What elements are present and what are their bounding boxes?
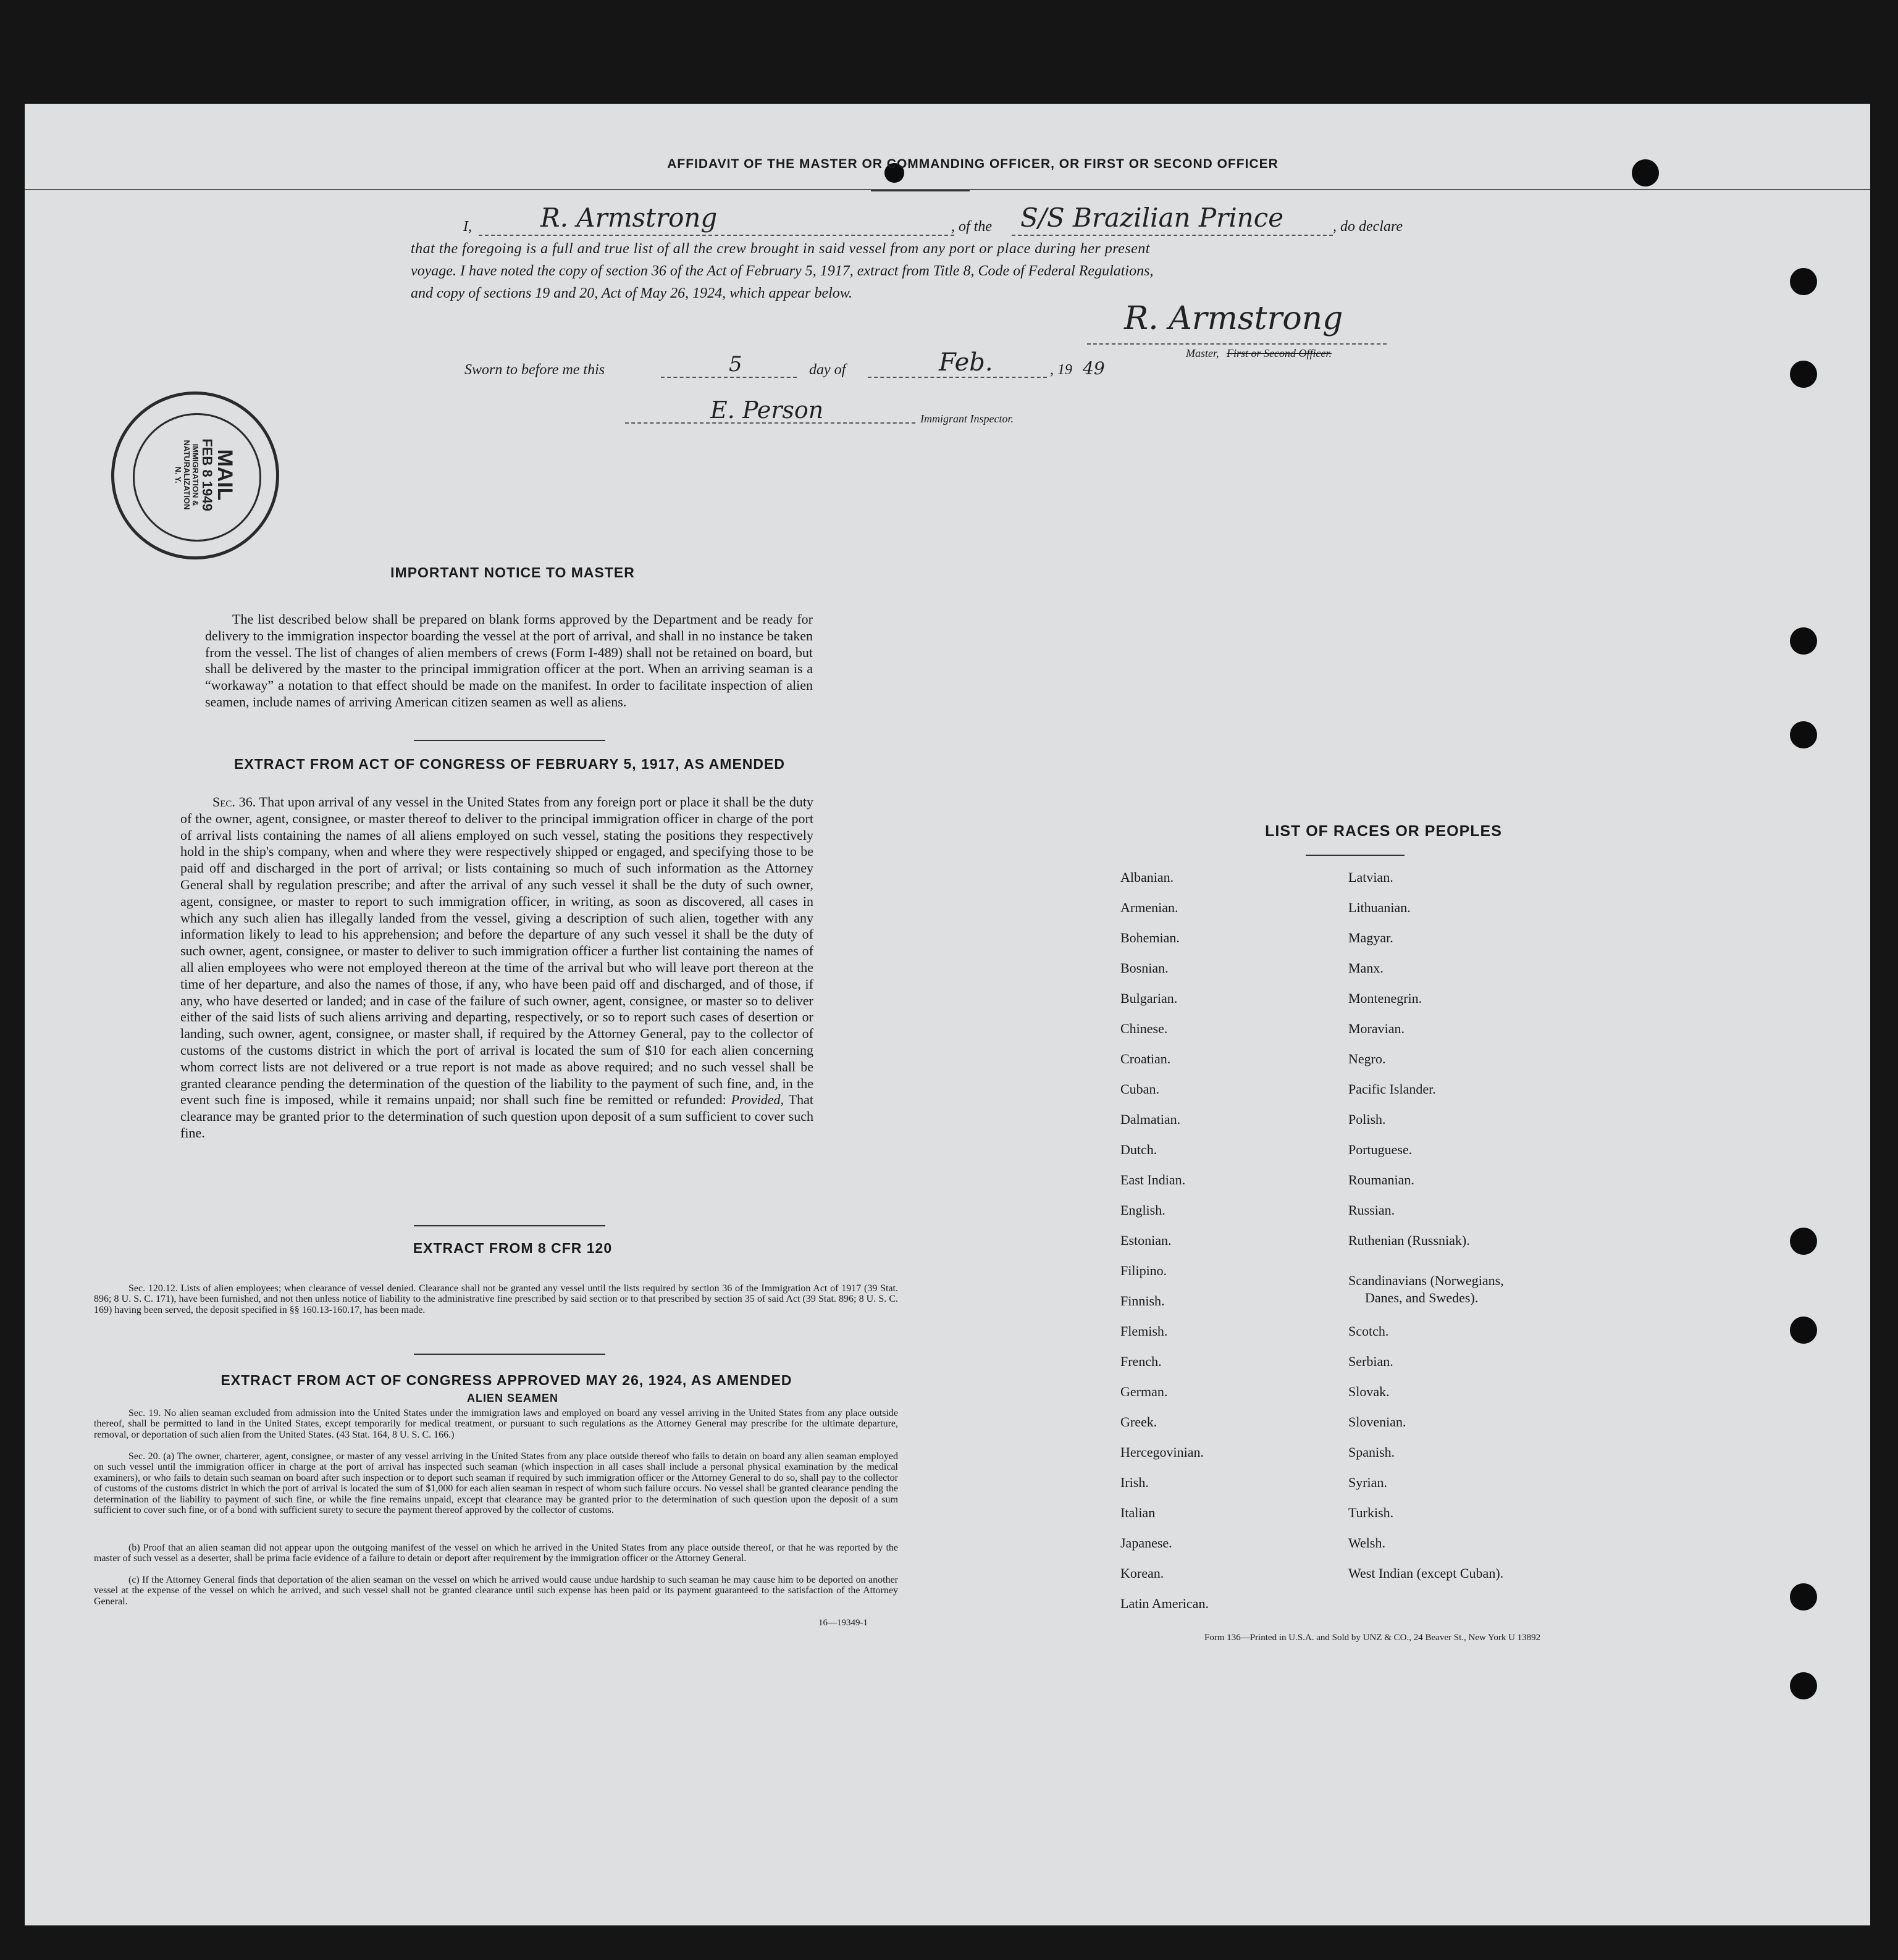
- master-signature: R. Armstrong: [1124, 300, 1343, 337]
- title-underline: [871, 190, 970, 191]
- binder-hole: [1790, 1583, 1817, 1610]
- race-item: Welsh.: [1348, 1535, 1385, 1551]
- vessel-name-line: [1012, 235, 1333, 236]
- extract-cfr-title: EXTRACT FROM 8 CFR 120: [413, 1240, 613, 1256]
- extract-1917-title: EXTRACT FROM ACT OF CONGRESS OF FEBRUARY 5, 1917, AS AMENDED: [234, 756, 785, 772]
- race-item: English.: [1120, 1202, 1165, 1218]
- master-signature-line: [1087, 343, 1387, 345]
- sworn-day: 5: [729, 352, 742, 377]
- binder-hole: [1790, 268, 1817, 295]
- provided-label: Provided,: [731, 1092, 784, 1108]
- race-item: Spanish.: [1348, 1444, 1395, 1460]
- race-item: French.: [1120, 1354, 1162, 1369]
- affidavit-line-4: and copy of sections 19 and 20, Act of May 26, 1924, which appear below.: [411, 285, 853, 301]
- race-item: Danes, and Swedes).: [1365, 1290, 1479, 1305]
- notice-text: The list described below shall be prepared on blank forms approved by the Department and be ready for delivery to the immigration inspector boarding the vessel at the port of arrival, and shall in no instance be taken from the vessel. The list of changes of alien members of crews (Form I-489) shall not be retained on board, but shall be delivered by the master to the principal immigration officer at the port. When an arriving seaman is a “workaway” a notation to that effect should be made on the manifest. In order to facilitate inspection of alien seamen, include names of arriving American citizen seamen as well as aliens.: [205, 611, 813, 710]
- inspector-caption: Immigrant Inspector.: [920, 413, 1014, 425]
- race-item: Serbian.: [1348, 1354, 1393, 1369]
- race-item: Hercegovinian.: [1120, 1444, 1204, 1460]
- race-item: Italian: [1120, 1505, 1156, 1520]
- affidavit-do-declare: , do declare: [1333, 219, 1403, 235]
- form-footer: Form 136—Printed in U.S.A. and Sold by UNZ & CO., 24 Beaver St., New York U 13892: [1204, 1633, 1541, 1643]
- extract-1924-subtitle: ALIEN SEAMEN: [466, 1392, 558, 1404]
- sworn-month: Feb.: [939, 348, 993, 377]
- stamp-agency-2: NATURALIZATION: [182, 440, 191, 510]
- form-code: 16—19349-1: [818, 1618, 868, 1628]
- sec19-text: Sec. 19. No alien seaman excluded from admission into the United States under the immigration laws and employed on board any vessel arriving in the United States from any place outside thereof, shall be permitted to land in the United States, except temporarily for medical treatment, or pursuant to such regulations as the Attorney General may prescribe for the ultimate departure, removal, or deportation of such alien from the United States. (43 Stat. 164, 8 U. S. C. 166.): [94, 1408, 898, 1440]
- race-item: Lithuanian.: [1348, 900, 1411, 915]
- binder-hole: [1790, 627, 1817, 655]
- race-item: Latvian.: [1348, 869, 1393, 885]
- race-item: Pacific Islander.: [1348, 1081, 1436, 1097]
- year-suffix: 49: [1083, 358, 1105, 379]
- race-item: Slovenian.: [1348, 1414, 1406, 1430]
- race-item: Croatian.: [1120, 1051, 1171, 1066]
- affidavit-title: AFFIDAVIT OF THE MASTER OR COMMANDING OFFICER, OR FIRST OR SECOND OFFICER: [667, 157, 1279, 171]
- binder-hole: [1790, 1228, 1817, 1255]
- race-item: Ruthenian (Russniak).: [1348, 1233, 1470, 1248]
- master-name-line: [479, 235, 954, 236]
- day-of-label: day of: [809, 362, 846, 378]
- sec20a-text: Sec. 20. (a) The owner, charterer, agent, consignee, or master of any vessel arriving in the United States from any place outside thereof who fails to detain on board any alien seaman employed on such vessel until the immigration officer in charge at the port of arrival has inspected such seaman (which inspection in all cases shall include a personal physical examination by the medical examiners), or who fails to detain such seaman on board after such inspection or to deport such seaman if required by such immigration officer or the Attorney General to do so, shall pay to the collector of customs of the customs district in which the port of arrival is located the sum of $1,000 for each alien seaman in respect of whom such failure occurs. No vessel shall be granted clearance pending the determination of the liability to payment of such fine, or while the fine remains unpaid, except that clearance may be granted prior to the determination of such question upon the deposit of a sum sufficient to cover such fine, or of a bond with sufficient surety to secure the payment thereof approved by the collector of customs.: [94, 1451, 898, 1516]
- extract-1917-text: [180, 794, 813, 1142]
- inspector-signature: E. Person: [710, 396, 824, 424]
- sworn-month-line: [868, 377, 1047, 378]
- stamp-agency-1: IMMIGRATION &: [191, 443, 200, 506]
- race-item: Turkish.: [1348, 1505, 1394, 1520]
- race-item: Dutch.: [1120, 1142, 1157, 1157]
- race-item: Armenian.: [1120, 900, 1178, 915]
- sec36-body: That upon arrival of any vessel in the United States from any foreign port or place it shall be the duty of the owner, agent, consignee, or master thereof to deliver to the principal immigration officer in charge of the port of arrival lists containing the names of all aliens employed on such vessel, stating the positions they respectively hold in the ship's company, when and where they were respectively shipped or engaged, and specifying those to be paid off and discharged in the port of arrival; or lists containing so much of such information as the Attorney General shall by regulation prescribe; and after the arrival of any such vessel it shall be the duty of such owner, agent, consignee, or master to report to such immigration officer, in writing, as soon as discovered, all cases in which any such alien has illegally landed from the vessel, giving a description of such alien, together with any information likely to lead to his apprehension; and before the departure of any such vessel it shall be the duty of such owner, agent, consignee, or master to deliver to such immigration officer a further list containing the names of all alien employees who were not employed thereon at the time of the arrival but who will leave port thereon at the time of her departure, and also the names of those, if any, who have been paid off and discharged, and of those, if any, who have deserted or landed; and in case of the failure of such owner, agent, consignee, or master so to deliver either of the said lists of such aliens arriving and departing, respectively, or so to report such cases of desertion or landing, such owner, agent, consignee, or master shall, if required by the Attorney General, pay to the collector of customs of the customs district in which the port of arrival is located the sum of $10 for each alien concerning whom correct lists are not delivered or a true report is not made as above required; and no such vessel shall be granted clearance pending the determination of the question of the liability to the payment of such fine, and, in the event such fine is imposed, while it remains unpaid; nor shall such fine be remitted or refunded:: [180, 794, 813, 1108]
- race-item: West Indian (except Cuban).: [1348, 1565, 1504, 1581]
- race-item: Estonian.: [1120, 1233, 1172, 1248]
- sec20c-text: (c) If the Attorney General finds that deportation of the alien seaman on the vessel on which he arrived would cause undue hardship to such seaman he may cause him to be deported on another vessel at the expense of the vessel on which he arrived, and such vessel shall not be granted clearance until such expense has been paid or its payment guaranteed to the satisfaction of the Attorney General.: [94, 1575, 898, 1607]
- race-item: Flemish.: [1120, 1323, 1168, 1339]
- race-item: Scotch.: [1348, 1323, 1389, 1339]
- race-item: Cuban.: [1120, 1081, 1159, 1097]
- sec36-end: That clearance may be granted prior to the determination of such question upon deposit of a sum sufficient to cover such fine.: [180, 1092, 813, 1141]
- stamp-date: FEB 8 1949: [199, 438, 215, 511]
- affidavit-line-2: that the foregoing is a full and true list of all the crew brought in said vessel from any port or place during her present: [411, 241, 1150, 257]
- binder-hole: [1632, 159, 1659, 186]
- sec36-label: Sec. 36.: [212, 794, 256, 810]
- signature-caption-master: Master,: [1186, 347, 1219, 359]
- extract-cfr-text: Sec. 120.12. Lists of alien employees; when clearance of vessel denied. Clearance shall not be granted any vessel until the lists required by section 36 of the Immigration Act of 1917 (39 Stat. 896; 8 U. S. C. 171), have been furnished, and not then unless notice of liability to the administrative fine prescribed by said section or to that prescribed by section 35 of said Act (39 Stat. 896; 8 U. S. C. 169) having been served, the deposit specified in §§ 160.13-160.17, has been made.: [94, 1283, 898, 1315]
- race-item: Chinese.: [1120, 1021, 1168, 1036]
- race-item: Magyar.: [1348, 930, 1393, 945]
- race-item: Polish.: [1348, 1112, 1386, 1127]
- race-item: Latin American.: [1120, 1596, 1209, 1611]
- stamp-text-block: [174, 419, 235, 530]
- notice-title: IMPORTANT NOTICE TO MASTER: [390, 564, 635, 580]
- race-item: Greek.: [1120, 1414, 1157, 1430]
- year-prefix: , 19: [1050, 362, 1072, 378]
- divider-rule: [414, 740, 605, 741]
- race-item: Slovak.: [1348, 1384, 1390, 1399]
- document-page: [25, 104, 1870, 1925]
- race-item: Roumanian.: [1348, 1172, 1414, 1187]
- race-item: Japanese.: [1120, 1535, 1172, 1551]
- affidavit-of-the: , of the: [951, 219, 992, 235]
- vessel-name-handwriting: S/S Brazilian Prince: [1020, 203, 1284, 233]
- race-item: Russian.: [1348, 1202, 1395, 1218]
- race-item: Moravian.: [1348, 1021, 1405, 1036]
- race-item: Scandinavians (Norwegians,: [1348, 1273, 1504, 1288]
- sworn-label: Sworn to before me this: [464, 362, 605, 378]
- sworn-day-line: [661, 377, 797, 378]
- race-item: Finnish.: [1120, 1293, 1165, 1309]
- divider-rule: [414, 1354, 605, 1355]
- stamp-city: N. Y.: [174, 466, 183, 484]
- sec20b-text: (b) Proof that an alien seaman did not appear upon the outgoing manifest of the vessel on which he arrived in the United States from any place outside thereof, or that he was reported by the master of such vessel as a deserter, shall be prima facie evidence of a failure to detain or deport after requirement by the immigration officer or the Attorney General.: [94, 1543, 898, 1564]
- race-item: Dalmatian.: [1120, 1112, 1181, 1127]
- race-item: Bohemian.: [1120, 930, 1180, 945]
- race-item: Montenegrin.: [1348, 990, 1422, 1006]
- race-item: Manx.: [1348, 960, 1384, 976]
- race-item: Albanian.: [1120, 869, 1174, 885]
- races-title: LIST OF RACES OR PEOPLES: [1265, 823, 1502, 840]
- race-item: Portuguese.: [1348, 1142, 1413, 1157]
- race-item: Irish.: [1120, 1475, 1149, 1490]
- signature-caption-struck: First or Second Officer.: [1227, 347, 1332, 359]
- race-item: Syrian.: [1348, 1475, 1387, 1490]
- stamp-mail: MAIL: [213, 449, 237, 501]
- race-item: German.: [1120, 1384, 1168, 1399]
- binder-hole: [1790, 721, 1817, 748]
- binder-hole: [1790, 1672, 1817, 1699]
- race-item: Bosnian.: [1120, 960, 1169, 976]
- races-title-underline: [1306, 855, 1405, 856]
- race-item: Negro.: [1348, 1051, 1386, 1066]
- binder-hole: [1790, 1317, 1817, 1344]
- master-name-handwriting: R. Armstrong: [540, 203, 718, 233]
- affidavit-i-label: I,: [463, 219, 472, 235]
- binder-hole: [1790, 361, 1817, 388]
- divider-rule: [414, 1225, 605, 1226]
- race-item: Korean.: [1120, 1565, 1164, 1581]
- affidavit-line-3: voyage. I have noted the copy of section 36 of the Act of February 5, 1917, extract from Title 8, Code of Federal Regulations,: [411, 263, 1154, 279]
- race-item: East Indian.: [1120, 1172, 1186, 1187]
- race-item: Bulgarian.: [1120, 990, 1178, 1006]
- race-item: Filipino.: [1120, 1263, 1167, 1278]
- immigration-date-stamp: [111, 392, 279, 559]
- extract-1924-title: EXTRACT FROM ACT OF CONGRESS APPROVED MAY 26, 1924, AS AMENDED: [220, 1372, 792, 1388]
